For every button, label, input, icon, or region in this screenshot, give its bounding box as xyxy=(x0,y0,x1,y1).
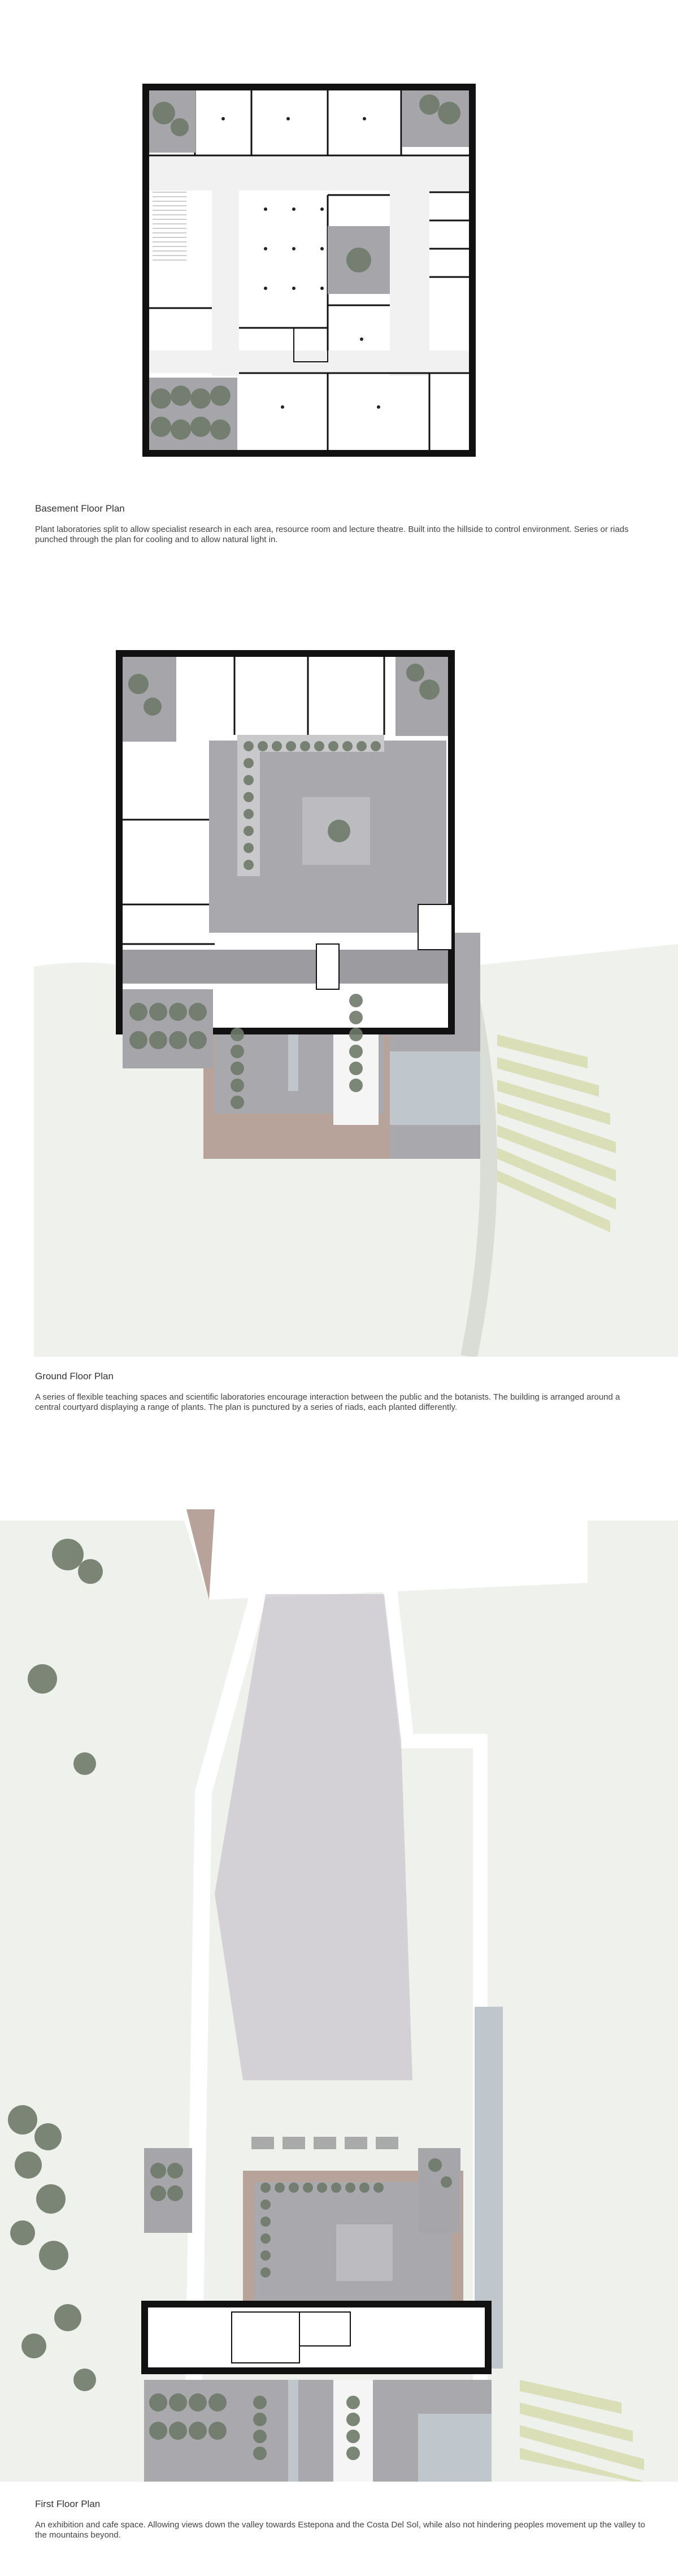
ground-description: A series of flexible teaching spaces and scientific laboratories encourage interaction between the public and the botanists. The building is arranged around a central courtyard displaying a range of plants. The plan is punctured by a series of riads, each planted differently. xyxy=(35,1392,620,1412)
first-description: An exhibition and cafe space. Allowing views down the valley towards Estepona and the Costa Del Sol, while also not hindering peoples movement up the valley to the mountains beyond. xyxy=(35,2520,645,2540)
ground-title: Ground Floor Plan xyxy=(35,1371,114,1382)
ground-east-core xyxy=(418,904,452,950)
basement-floor-plan-drawing xyxy=(0,0,678,486)
first-courtyard-riad xyxy=(336,2224,393,2281)
basement-description: Plant laboratories split to allow specialist research in each area, resource room and lecture theatre. Built into the hillside to control environment. Series or riads punched through the plan for cooling and to allow natural light in. xyxy=(35,525,629,544)
basement-corridor-west xyxy=(212,155,239,376)
first-caption xyxy=(35,2499,645,2540)
ground-pool xyxy=(390,1051,480,1125)
ground-core xyxy=(316,944,339,989)
basement-riad-nw xyxy=(149,90,195,153)
first-bar-interior xyxy=(148,2307,485,2367)
first-water-channel xyxy=(288,2380,298,2482)
first-title: First Floor Plan xyxy=(35,2499,101,2509)
basement-caption xyxy=(35,503,645,545)
first-pool xyxy=(418,2414,492,2482)
ground-caption xyxy=(35,1371,645,1413)
basement-title: Basement Floor Plan xyxy=(35,503,125,514)
basement-corridor-east xyxy=(390,155,429,376)
first-benches xyxy=(251,2137,398,2149)
ground-floor-plan-drawing xyxy=(0,650,678,1357)
ground-south-corridor xyxy=(123,950,448,984)
ground-riad-sw xyxy=(123,989,213,1068)
first-floor-plan-drawing xyxy=(0,1498,678,2482)
